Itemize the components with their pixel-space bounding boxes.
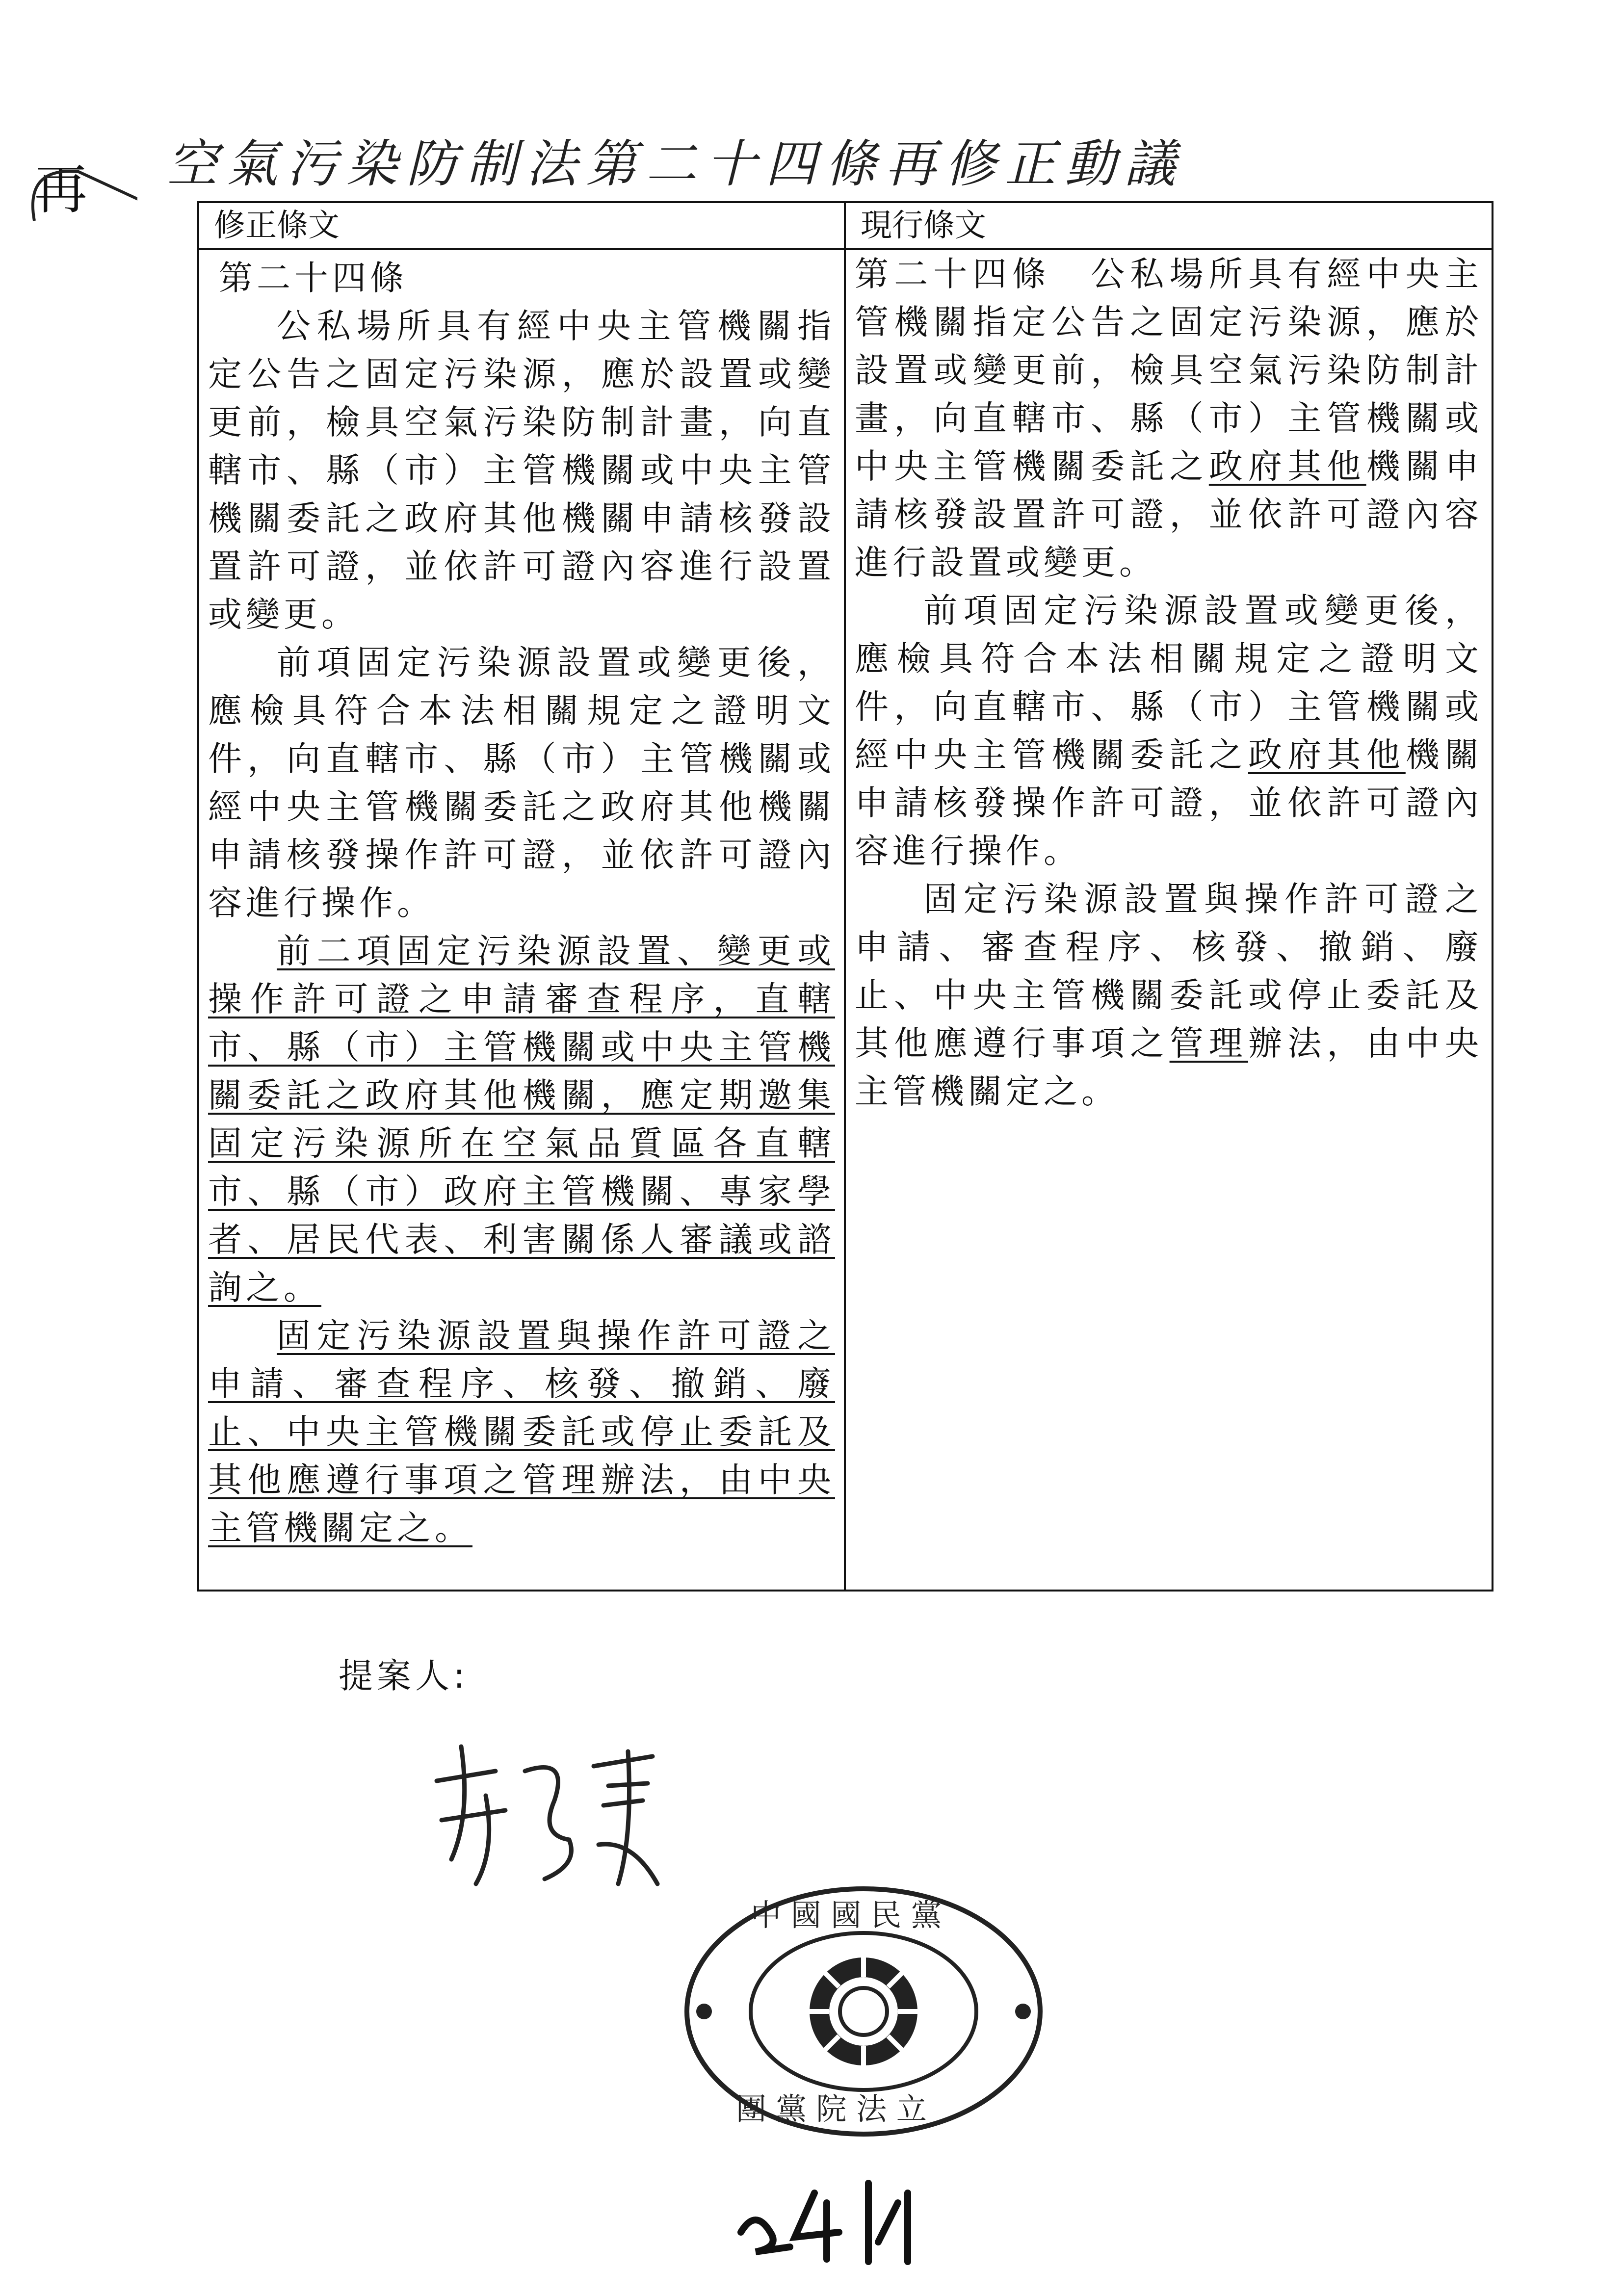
current-paragraph-3 — [855, 875, 1483, 1116]
current-p3-underlined: 管理 — [1169, 1024, 1249, 1063]
current-cell — [845, 249, 1493, 1591]
header-amended: 修正條文 — [198, 202, 845, 249]
prefix-circle-icon — [15, 147, 137, 226]
current-p3-text: 固定污染源設置與操作許可證之申請、審查程序、核發、撤銷、廢止、中央主管機關委託或停止委託及其他應遵行事項之 — [855, 880, 1483, 1063]
document-title: 空氣污染防制法第二十四條再修正動議 — [167, 134, 1185, 194]
handwritten-page-number — [736, 2173, 922, 2267]
current-p1-text: 公私場所具有經中央主管機關指定公告之固定污染源，應於設置或變更前，檢具空氣污染防制計畫，向直轄市、縣（市）主管機關或中央主管機關委託之 — [855, 255, 1483, 486]
svg-text:團 黨 院 法 立: 團 黨 院 法 立 — [736, 2091, 927, 2127]
current-paragraph-1 — [855, 250, 1483, 587]
amended-article-title: 第二十四條 — [219, 259, 408, 298]
current-p1-text-end: 機關申請核發設置許可證，並依許可證內容進行設置或變更。 — [855, 447, 1483, 582]
official-seal — [677, 1879, 1050, 2144]
comparison-table — [197, 201, 1493, 1592]
amended-paragraph-1: 公私場所具有經中央主管機關指定公告之固定污染源，應於設置或變更前，檢具空氣污染防制計畫，向直轄市、縣（市）主管機關或中央主管機關委託之政府其他機關申請核發設置許可證，並依許可證內容進行設置或變更。 — [208, 307, 835, 634]
current-p2-underlined: 政府其他 — [1248, 735, 1406, 775]
current-p2-text-end: 機關申請核發操作許可證，並依許可證內容進行操作。 — [855, 735, 1483, 871]
proposer-label: 提案人: — [339, 1656, 469, 1696]
amended-cell — [198, 249, 845, 1591]
current-paragraph-2 — [855, 587, 1483, 875]
current-p1-underlined: 政府其他 — [1208, 447, 1366, 486]
prefix-text: 再 — [34, 159, 88, 221]
amended-paragraph-4: 固定污染源設置與操作許可證之申請、審查程序、核發、撤銷、廢止、中央主管機關委託或停止委託及其他應遵行事項之管理辦法，由中央主管機關定之。 — [208, 1316, 835, 1548]
amended-paragraph-3: 前二項固定污染源設置、變更或操作許可證之申請審查程序，直轄市、縣（市）主管機關或中央主管機關委託之政府其他機關，應定期邀集固定污染源所在空氣品質區各直轄市、縣（市）政府主管機關、專家學者、居民代表、利害關係人審議或諮詢之。 — [208, 932, 835, 1307]
proposer-signature — [422, 1737, 677, 1899]
current-p2-text: 前項固定污染源設置或變更後，應檢具符合本法相關規定之證明文件，向直轄市、縣（市）主管機關或經中央主管機關委託之 — [855, 591, 1483, 775]
header-current: 現行條文 — [845, 202, 1493, 249]
current-p3-text-end: 辦法，由中央主管機關定之。 — [855, 1024, 1483, 1111]
amended-paragraph-2: 前項固定污染源設置或變更後，應檢具符合本法相關規定之證明文件，向直轄市、縣（市）主管機關或經中央主管機關委託之政府其他機關申請核發操作許可證，並依許可證內容進行操作。 — [208, 643, 835, 923]
current-article-title: 第二十四條 — [855, 255, 1051, 294]
handwritten-prefix — [15, 147, 137, 226]
svg-text:中 國 國 民 黨: 中 國 國 民 黨 — [751, 1897, 942, 1933]
